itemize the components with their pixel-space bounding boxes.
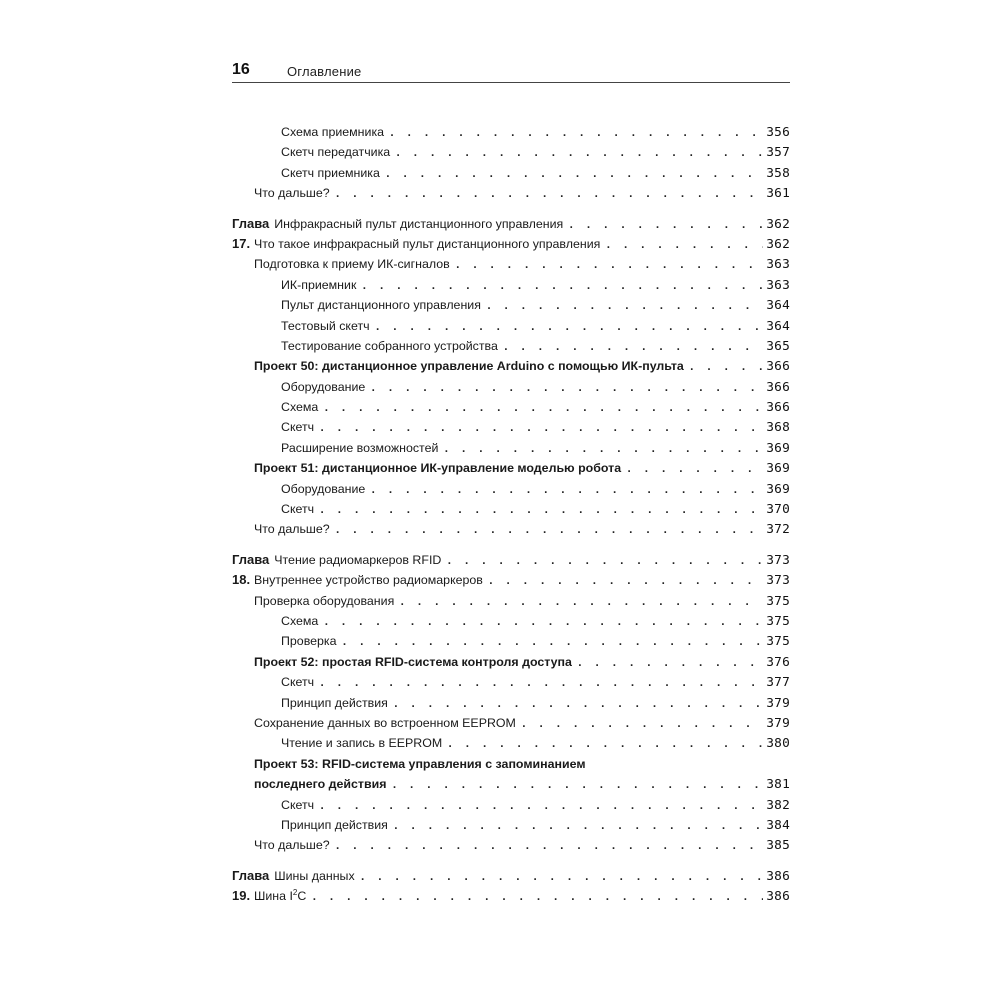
entry-title: Шины данных xyxy=(274,868,355,883)
entry-page-number: 376 xyxy=(766,654,790,670)
dot-leader xyxy=(447,735,763,755)
dot-leader xyxy=(488,572,763,592)
dot-leader xyxy=(399,593,763,613)
entry-title: Чтение и запись в EEPROM xyxy=(281,736,443,751)
entry-page-number: 356 xyxy=(766,125,790,140)
dot-leader xyxy=(370,481,763,501)
entry-page-number: 366 xyxy=(766,400,790,416)
dot-leader xyxy=(319,797,763,817)
entry-title: Проект 53: RFID-система управления с запоминанием xyxy=(254,756,586,771)
entry-title: Проект 50: дистанционное управление Arduino с помощью ИК-пульта xyxy=(254,359,684,374)
dot-leader xyxy=(626,460,763,480)
entry-title: Инфракрасный пульт дистанционного управления xyxy=(274,216,564,231)
toc-subsection-entry[interactable] xyxy=(232,377,790,397)
dot-leader xyxy=(568,216,763,236)
entry-title: Схема xyxy=(281,400,319,415)
entry-page-number: 369 xyxy=(766,481,790,497)
entry-title: ИК-приемник xyxy=(281,277,357,292)
entry-title: Оборудование xyxy=(281,481,366,496)
toc-subsection-entry[interactable] xyxy=(232,275,790,295)
toc-subsection-entry[interactable] xyxy=(232,815,790,835)
entry-title: Тестирование собранного устройства xyxy=(281,338,498,353)
entry-title: последнего действия xyxy=(254,777,387,792)
toc-subsection-entry[interactable] xyxy=(232,499,790,519)
dot-leader xyxy=(319,501,763,521)
toc-subsection-entry[interactable] xyxy=(232,672,790,692)
dot-leader xyxy=(389,124,763,144)
entry-page-number: 358 xyxy=(766,165,790,181)
toc-subsection-entry[interactable] xyxy=(232,142,790,162)
toc-subsection-entry[interactable] xyxy=(232,417,790,437)
toc-section-entry[interactable] xyxy=(232,774,790,794)
entry-title: Шина $I^2C$ xyxy=(254,888,307,904)
toc-section-entry[interactable] xyxy=(232,458,790,478)
entry-title: Чтение радиомаркеров RFID xyxy=(274,552,442,567)
toc-subsection-entry[interactable] xyxy=(232,122,790,142)
entry-page-number: 384 xyxy=(766,817,790,833)
dot-leader xyxy=(370,379,763,399)
entry-page-number: 375 xyxy=(766,613,790,629)
dot-leader xyxy=(335,837,764,857)
dot-leader xyxy=(335,521,764,541)
dot-leader xyxy=(393,817,763,837)
entry-title: Проверка xyxy=(281,634,337,649)
toc-subsection-entry[interactable] xyxy=(232,733,790,753)
entry-page-number: 382 xyxy=(766,797,790,813)
entry-page-number: 373 xyxy=(766,573,790,589)
dot-leader xyxy=(360,868,764,888)
dot-leader xyxy=(385,165,763,185)
toc-section-entry[interactable] xyxy=(232,254,790,274)
toc-section-entry[interactable] xyxy=(232,591,790,611)
dot-leader xyxy=(342,633,764,653)
dot-leader xyxy=(323,613,763,633)
running-title: Оглавление xyxy=(287,64,362,79)
entry-page-number: 375 xyxy=(766,634,790,650)
dot-leader xyxy=(689,358,763,378)
entry-title: Скетч приемника xyxy=(281,165,380,180)
toc-subsection-entry[interactable] xyxy=(232,693,790,713)
entry-page-number: 373 xyxy=(766,552,790,568)
entry-title: Внутреннее устройство радиомаркеров xyxy=(254,573,483,588)
entry-page-number: 363 xyxy=(766,277,790,293)
entry-page-number: 370 xyxy=(766,502,790,518)
superscript: 2 xyxy=(292,888,298,898)
entry-page-number: 385 xyxy=(766,838,790,854)
entry-page-number: 369 xyxy=(766,461,790,477)
entry-page-number: 357 xyxy=(766,145,790,161)
entry-page-number: 386 xyxy=(766,868,790,884)
dot-leader xyxy=(521,715,763,735)
dot-leader xyxy=(335,185,764,205)
dot-leader xyxy=(319,419,763,439)
entry-page-number: 366 xyxy=(766,359,790,375)
entry-page-number: 386 xyxy=(766,889,790,905)
entry-title: Схема приемника xyxy=(281,125,385,139)
dot-leader xyxy=(486,297,763,317)
entry-title: Подготовка к приему ИК-сигналов xyxy=(254,257,450,272)
dot-leader xyxy=(375,318,764,338)
dot-leader xyxy=(443,440,763,460)
entry-title: Расширение возможностей xyxy=(281,440,439,455)
toc-subsection-entry[interactable] xyxy=(232,397,790,417)
entry-page-number: 379 xyxy=(766,695,790,711)
entry-page-number: 362 xyxy=(766,216,790,232)
dot-leader xyxy=(361,277,763,297)
toc-section-entry[interactable] xyxy=(232,356,790,376)
entry-title: Проект 51: дистанционное ИК-управление моделью робота xyxy=(254,461,622,476)
entry-title: Сохранение данных во встроенном EEPROM xyxy=(254,715,516,730)
page-header xyxy=(232,60,790,83)
dot-leader xyxy=(393,695,763,715)
toc-subsection-entry[interactable] xyxy=(232,795,790,815)
toc-section-entry[interactable] xyxy=(232,652,790,672)
entry-title: Что дальше? xyxy=(254,522,330,537)
toc-section-entry[interactable] xyxy=(232,183,790,203)
entry-title: Принцип действия xyxy=(281,695,388,710)
toc-subsection-entry[interactable] xyxy=(232,316,790,336)
toc-subsection-entry[interactable] xyxy=(232,631,790,651)
toc-subsection-entry[interactable] xyxy=(232,611,790,631)
entry-title: Пульт дистанционного управления xyxy=(281,298,481,313)
toc-section-entry[interactable] xyxy=(232,835,790,855)
entry-title: Что дальше? xyxy=(254,186,330,201)
dot-leader xyxy=(395,144,763,164)
dot-leader xyxy=(319,674,763,694)
entry-page-number: 375 xyxy=(766,593,790,609)
entry-page-number: 380 xyxy=(766,736,790,752)
dot-leader xyxy=(455,256,764,276)
dot-leader xyxy=(446,552,763,572)
entry-page-number: 362 xyxy=(766,236,790,252)
toc-section-entry[interactable] xyxy=(232,713,790,733)
toc-section-entry[interactable] xyxy=(232,234,790,254)
entry-title: Скетч передатчика xyxy=(281,145,391,160)
entry-title: Скетч xyxy=(281,420,315,435)
entry-title: Что дальше? xyxy=(254,838,330,853)
chapter-label: Глава 19. xyxy=(232,867,270,904)
entry-page-number: 364 xyxy=(766,318,790,334)
entry-title: Скетч xyxy=(281,502,315,517)
dot-leader xyxy=(605,236,763,256)
entry-title: Оборудование xyxy=(281,379,366,394)
entry-page-number: 363 xyxy=(766,257,790,273)
entry-title: Скетч xyxy=(281,675,315,690)
toc-subsection-entry[interactable] xyxy=(232,336,790,356)
dot-leader xyxy=(503,338,763,358)
entry-title: Принцип действия xyxy=(281,817,388,832)
entry-page-number: 379 xyxy=(766,715,790,731)
dot-leader xyxy=(391,776,763,796)
toc-subsection-entry[interactable] xyxy=(232,163,790,183)
entry-page-number: 365 xyxy=(766,338,790,354)
entry-page-number: 372 xyxy=(766,522,790,538)
chapter-label: Глава 18. xyxy=(232,551,270,588)
toc-section-entry[interactable] xyxy=(232,754,790,774)
entry-page-number: 369 xyxy=(766,440,790,456)
dot-leader xyxy=(311,888,763,908)
entry-page-number: 381 xyxy=(766,777,790,793)
entry-page-number: 364 xyxy=(766,298,790,314)
entry-page-number: 377 xyxy=(766,675,790,691)
table-of-contents xyxy=(232,122,790,906)
entry-title: Проверка оборудования xyxy=(254,593,395,608)
toc-section-entry[interactable] xyxy=(232,570,790,590)
toc-subsection-entry[interactable] xyxy=(232,438,790,458)
entry-title: Что такое инфракрасный пульт дистанционного управления xyxy=(254,236,601,251)
entry-title: Схема xyxy=(281,613,319,628)
entry-page-number: 368 xyxy=(766,420,790,436)
entry-title: Скетч xyxy=(281,797,315,812)
dot-leader xyxy=(577,654,763,674)
toc-section-entry[interactable] xyxy=(232,886,790,906)
entry-title: Проект 52: простая RFID-система контроля доступа xyxy=(254,654,572,669)
toc-subsection-entry[interactable] xyxy=(232,479,790,499)
entry-title: Тестовый скетч xyxy=(281,318,370,333)
page-number: 16 xyxy=(232,61,250,78)
entry-page-number: 366 xyxy=(766,379,790,395)
chapter-label: Глава 17. xyxy=(232,215,270,251)
toc-subsection-entry[interactable] xyxy=(232,295,790,315)
dot-leader xyxy=(323,399,763,419)
entry-page-number: 361 xyxy=(766,186,790,202)
toc-section-entry[interactable] xyxy=(232,519,790,539)
